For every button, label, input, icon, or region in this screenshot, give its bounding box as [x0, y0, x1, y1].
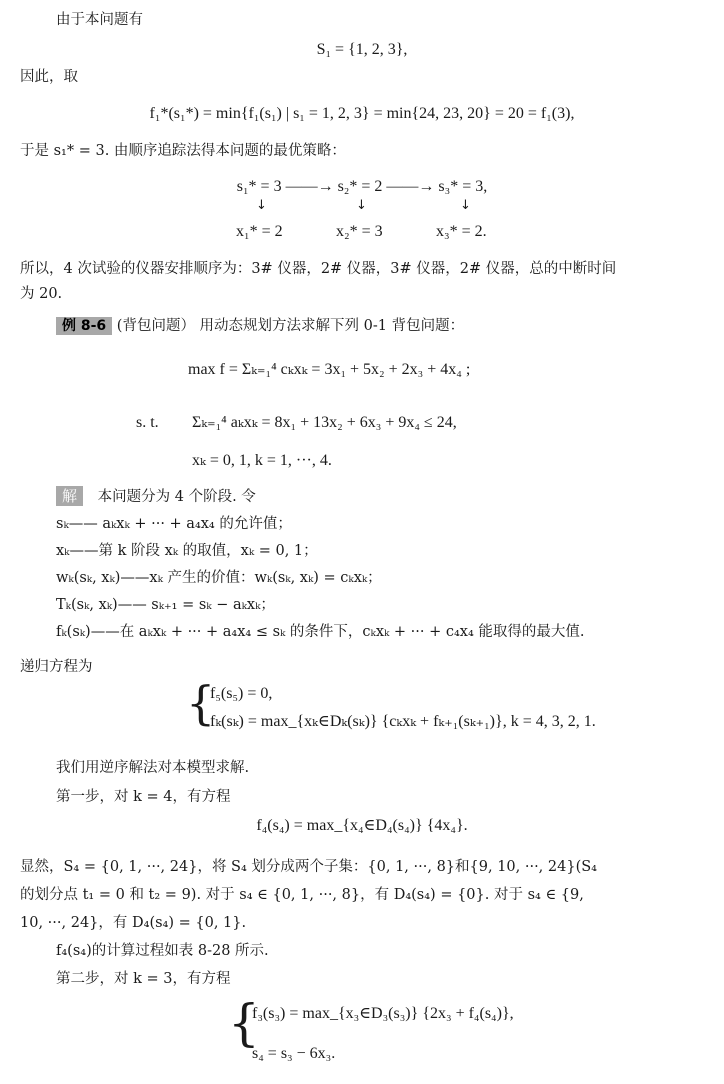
text-line: 于是 s₁* = 3. 由顺序追踪法得本问题的最优策略：	[20, 143, 346, 159]
text-line: f₄(s₄)的计算过程如表 8-28 所示.	[56, 943, 269, 959]
set-equation: S₁ = {1, 2, 3},	[316, 41, 408, 58]
definition-item: wₖ(sₖ, xₖ)——xₖ 产生的价值：wₖ(sₖ, xₖ) = cₖxₖ；	[56, 570, 382, 586]
text-line: 第一步，对 k = 4，有方程	[56, 789, 231, 805]
left-brace-icon: {	[228, 994, 260, 1052]
left-brace-icon: {	[186, 676, 216, 730]
policy-chain: s₁* = 3 ——→ s₂* = 2 ——→ s₃* = 3,	[236, 178, 488, 195]
text-line: 的划分点 t₁ = 0 和 t₂ = 9). 对于 s₄ ∈ {0, 1, ···, 8}，有 D₄(s₄) = {0}. 对于 s₄ ∈ {9,	[20, 887, 584, 903]
definition-item: sₖ—— aₖxₖ + ··· + a₄x₄ 的允许值；	[56, 516, 292, 532]
text-line: 为 20.	[20, 286, 63, 302]
objective-function: max f = Σₖ₌₁⁴ cₖxₖ = 3x₁ + 5x₂ + 2x₃ + 4x₄ ;	[188, 361, 471, 378]
solution-label: 解	[56, 486, 83, 506]
definition-item: xₖ——第 k 阶段 xₖ 的取值，xₖ = 0, 1；	[56, 543, 318, 559]
text-line: 所以，4 次试验的仪器安排顺序为：3# 仪器，2# 仪器，3# 仪器，2# 仪器，总的中断时间	[20, 261, 617, 277]
decision-value: x₂* = 3	[336, 223, 383, 240]
definition-item: Tₖ(sₖ, xₖ)—— sₖ₊₁ = sₖ − aₖxₖ；	[56, 597, 275, 613]
text-line: 由于本问题有	[56, 12, 143, 28]
stage4-equation: f₄(s₄) = max_{x₄∈D₄(s₄)} {4x₄}.	[256, 817, 468, 834]
decision-value: x₁* = 2	[236, 223, 283, 240]
down-arrow-icon: ↓	[256, 198, 267, 213]
solution-heading	[56, 486, 256, 507]
decision-value: x₃* = 2.	[436, 223, 487, 240]
text-line: 递归方程为	[20, 659, 93, 675]
example-heading	[56, 316, 464, 336]
down-arrow-icon: ↓	[356, 198, 367, 213]
st-label: s. t.	[136, 414, 159, 431]
definition-item: fₖ(sₖ)——在 aₖxₖ + ··· + a₄x₄ ≤ sₖ 的条件下，cₖxₖ + ··· + c₄x₄ 能取得的最大值.	[56, 624, 585, 640]
solution-intro: 本问题分为 4 个阶段. 令	[97, 489, 256, 505]
variable-domain: xₖ = 0, 1, k = 1, ···, 4.	[192, 452, 332, 469]
state-transition: s₄ = s₃ − 6x₃.	[252, 1045, 336, 1062]
text-line: 显然，S₄ = {0, 1, ···, 24}，将 S₄ 划分成两个子集：{0, 1, ···, 8}和{9, 10, ···, 24}(S₄	[20, 859, 597, 875]
down-arrow-icon: ↓	[460, 198, 471, 213]
recursion-equation: fₖ(sₖ) = max_{xₖ∈Dₖ(sₖ)} {cₖxₖ + fₖ₊₁(sₖ₊₁)}, k = 4, 3, 2, 1.	[210, 713, 596, 730]
stage3-equation: f₃(s₃) = max_{x₃∈D₃(s₃)} {2x₃ + f₄(s₄)},	[252, 1005, 514, 1022]
text-line: 第二步，对 k = 3，有方程	[56, 971, 231, 987]
recursion-boundary: f₅(s₅) = 0,	[210, 685, 273, 702]
min-equation: f₁*(s₁*) = min{f₁(s₁) | s₁ = 1, 2, 3} = min{24, 23, 20} = 20 = f₁(3),	[149, 105, 575, 122]
text-line: 我们用逆序解法对本模型求解.	[56, 760, 250, 776]
text-line: 因此，取	[20, 69, 78, 85]
constraint-equation: Σₖ₌₁⁴ aₖxₖ = 8x₁ + 13x₂ + 6x₃ + 9x₄ ≤ 24,	[192, 414, 457, 431]
text-line: 10, ···, 24}，有 D₄(s₄) = {0, 1}.	[20, 915, 247, 931]
example-label: 例 8-6	[56, 317, 112, 335]
example-title: (背包问题） 用动态规划方法求解下列 0-1 背包问题：	[116, 318, 465, 334]
